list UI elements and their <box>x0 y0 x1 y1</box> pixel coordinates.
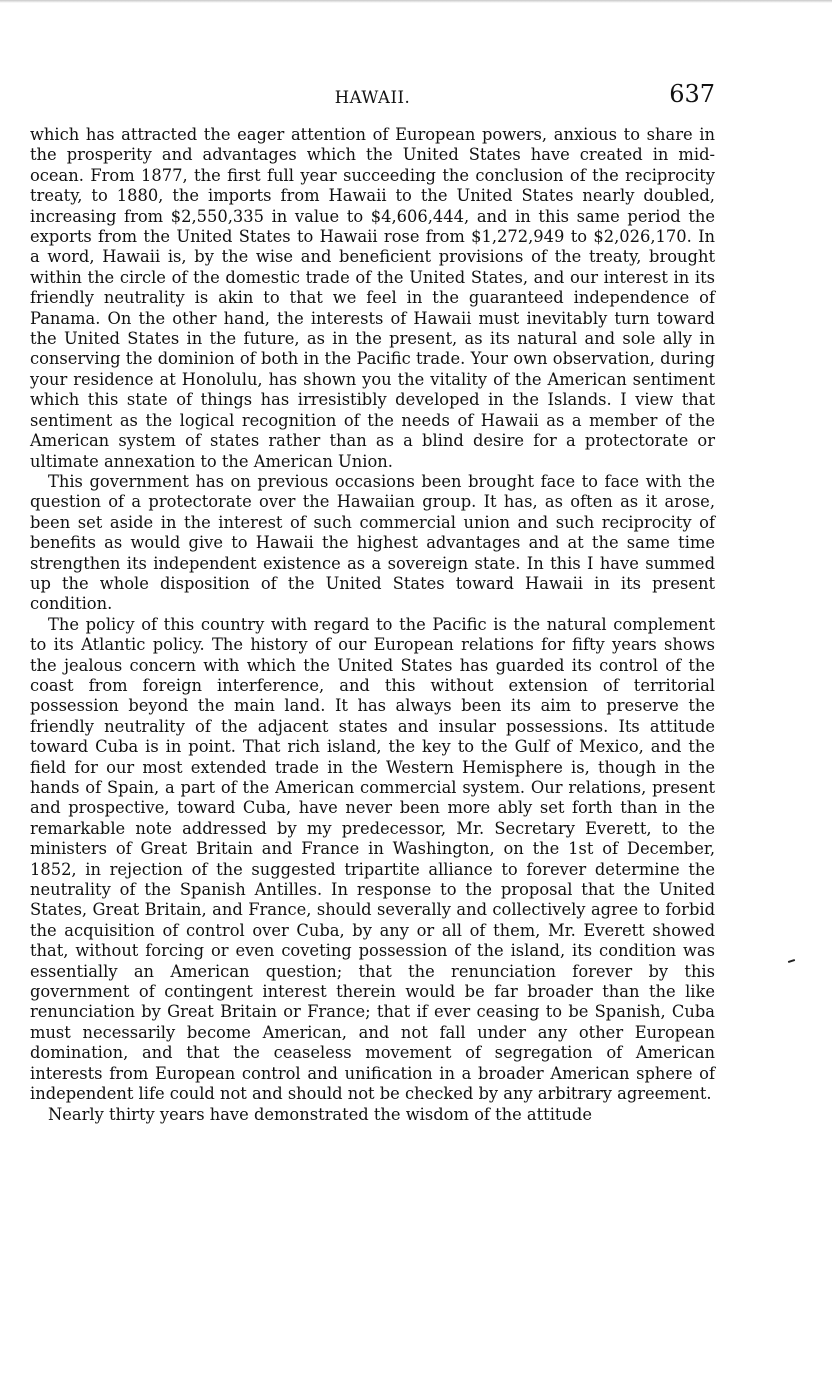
paragraph-pacific-policy: The policy of this country with regard to the Pacific is the natural complement to its Atlantic policy. The history of our European relations for fifty years shows the jealous concern with which the United States has guarded its control of the coast from foreign interference, and this without extension of territorial possession beyond the main land. It has always been its aim to preserve the friendly neutrality of the adjacent states and insular possessions. Its attitude toward Cuba is in point. That rich island, the key to the Gulf of Mexico, and the field for our most extended trade in the Western Hemisphere is, though in the hands of Spain, a part of the American commercial system. Our relations, present and prospective, toward Cuba, have never been more ably set forth than in the remarkable note addressed by my predecessor, Mr. Secretary Everett, to the ministers of Great Britain and France in Washington, on the 1st of December, 1852, in rejection of the suggested tripartite alliance to forever determine the neutrality of the Spanish Antilles. In response to the proposal that the United States, Great Britain, and France, should severally and collectively agree to forbid the acquisition of control over Cuba, by any or all of them, Mr. Everett showed that, without forcing or even coveting possession of the island, its condition was essentially an American question; that the renunciation forever by this government of contingent interest therein would be far broader than the like renunciation by Great Britain or France; that if ever ceasing to be Spanish, Cuba must necessarily become American, and not fall under any other European domination, and that the ceaseless movement of segregation of American interests from European control and unification in a broader American sphere of independent life could not and should not be checked by any arbitrary agreement. <box>30 614 715 1104</box>
margin-mark <box>788 959 795 963</box>
top-edge-rule <box>0 0 832 3</box>
page-header <box>30 80 715 112</box>
page-number: 637 <box>669 80 715 108</box>
paragraph-protectorate: This government has on previous occasions been brought face to face with the question of a protectorate over the Hawaiian group. It has, as often as it arose, been set aside in the interest of such commercial union and such reciprocity of benefits as would give to Hawaii the highest advantages and at the same time strengthen its independent existence as a sovereign state. In this I have summed up the whole disposition of the United States toward Hawaii in its present condition. <box>30 471 715 614</box>
running-head: HAWAII. <box>334 88 411 107</box>
body-text <box>30 125 715 1125</box>
paragraph-continued: which has attracted the eager attention of European powers, anxious to share in the prosperity and advantages which the United States have created in mid-ocean. From 1877, the first full year succeeding the conclusion of the reciprocity treaty, to 1880, the imports from Hawaii to the United States nearly doubled, increasing from $2,550,335 in value to $4,606,444, and in this same period the exports from the United States to Hawaii rose from $1,272,949 to $2,026,170. In a word, Hawaii is, by the wise and beneficient provisions of the treaty, brought within the circle of the domestic trade of the United States, and our interest in its friendly neutrality is akin to that we feel in the guaranteed independence of Panama. On the other hand, the interests of Hawaii must inevitably turn toward the United States in the future, as in the present, as its natural and sole ally in conserving the dominion of both in the Pacific trade. Your own observation, during your residence at Honolulu, has shown you the vitality of the American sentiment which this state of things has irresistibly developed in the Islands. I view that sentiment as the logical recognition of the needs of Hawaii as a member of the American system of states rather than as a blind desire for a protectorate or ultimate annexation to the American Union. <box>30 125 715 471</box>
paragraph-closing: Nearly thirty years have demonstrated the wisdom of the attitude <box>48 1104 592 1124</box>
